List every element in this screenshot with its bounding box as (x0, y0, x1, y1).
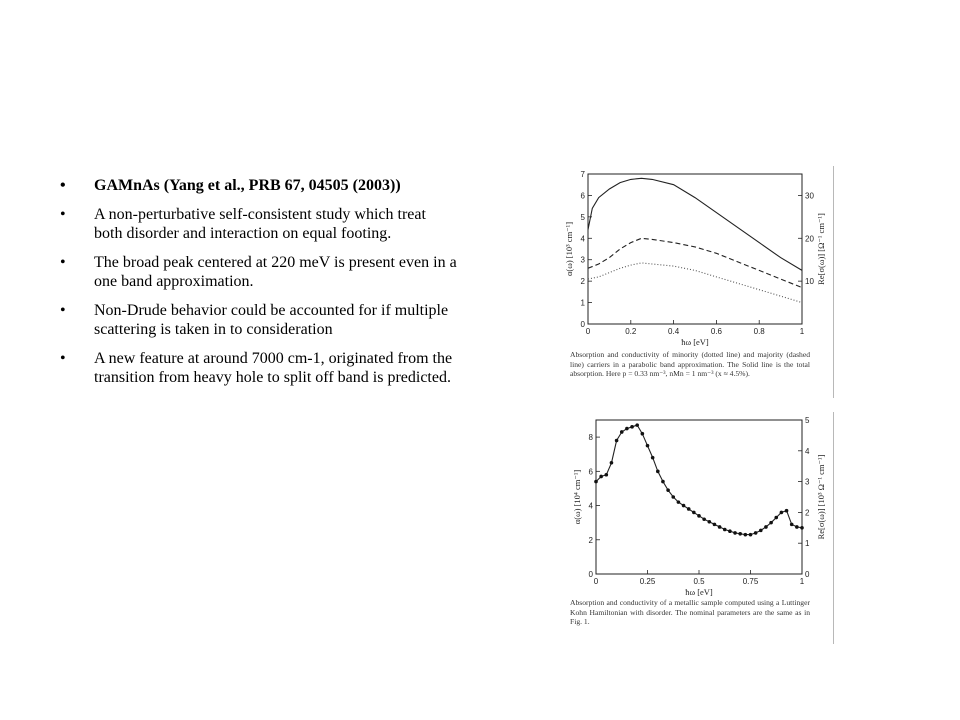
y-tick-label: 2 (588, 535, 593, 545)
data-point (769, 521, 773, 525)
y-tick-label: 3 (580, 255, 585, 265)
series-line-solid-markers (596, 425, 802, 534)
data-point (754, 531, 758, 535)
plot-frame (596, 420, 802, 574)
series-line-dotted (588, 263, 802, 303)
data-point (790, 523, 794, 527)
data-point (738, 532, 742, 536)
data-point (759, 529, 763, 533)
x-tick-label: 0.8 (753, 327, 765, 336)
figure-border (833, 166, 834, 398)
x-tick-label: 0.75 (742, 577, 759, 586)
y2-tick-label: 1 (805, 539, 810, 549)
figure-absorption-parabolic (566, 166, 834, 398)
data-point (728, 529, 732, 533)
y2-tick-label: 3 (805, 477, 810, 487)
y2-axis-label: Re[σ(ω)] [10³ Ω⁻¹ cm⁻¹] (816, 454, 826, 540)
bullet-item: • A new feature at around 7000 cm-1, originated from the transition from heavy hole to split off band is predicted. (58, 349, 458, 387)
bullet-item: • A non-perturbative self-consistent study which treat both disorder and interaction on equal footing. (58, 205, 458, 243)
x-tick-label: 0.25 (639, 577, 656, 586)
y2-tick-label: 20 (805, 234, 814, 244)
x-axis-label: ħω [eV] (681, 337, 709, 347)
plot-frame (588, 174, 802, 324)
y2-tick-label: 10 (805, 277, 814, 287)
figure-caption: Absorption and conductivity of minority (dotted line) and majority (dashed line) carriers in a parabolic band approximation. The Solid line is the total absorption. Here p = 0.33 nm⁻³, nMn = 1 nm⁻³ (x ≈ 4.5%). (570, 350, 810, 379)
data-point (661, 480, 665, 484)
data-point (651, 456, 655, 460)
x-axis-label: ħω [eV] (685, 587, 713, 597)
data-point (641, 432, 645, 436)
data-point (702, 517, 706, 521)
x-tick-label: 1 (799, 327, 805, 336)
y-tick-label: 1 (580, 298, 585, 308)
y-tick-label: 6 (588, 467, 593, 477)
y-tick-label: 0 (580, 320, 585, 329)
data-point (594, 480, 598, 484)
data-point (682, 504, 686, 508)
data-point (733, 531, 737, 535)
data-point (774, 516, 778, 520)
x-tick-label: 1 (799, 577, 805, 586)
figure-absorption-luttinger (566, 412, 834, 644)
y2-tick-label: 30 (805, 191, 814, 201)
y2-tick-label: 2 (805, 508, 810, 518)
data-point (615, 439, 619, 443)
data-point (620, 430, 624, 434)
data-point (635, 423, 639, 427)
series-line-solid (588, 178, 802, 270)
chart-absorption-parabolic (566, 166, 834, 350)
data-point (687, 507, 691, 511)
y-tick-label: 0 (588, 570, 593, 579)
data-point (795, 525, 799, 529)
x-tick-label: 0.6 (710, 327, 722, 336)
bullet-item: • The broad peak centered at 220 meV is present even in a one band approximation. (58, 253, 458, 291)
y-tick-label: 2 (580, 277, 585, 287)
y-tick-label: 5 (580, 212, 585, 222)
y2-axis-label: Re[σ(ω)] [Ω⁻¹ cm⁻¹] (816, 213, 826, 285)
y-tick-label: 7 (580, 170, 585, 179)
bullet-item: • Non-Drude behavior could be accounted for if multiple scattering is taken in to consideration (58, 301, 458, 339)
y-tick-label: 4 (588, 501, 593, 511)
data-point (764, 525, 768, 529)
data-point (630, 425, 634, 429)
bullet-item: • GAMnAs (Yang et al., PRB 67, 04505 (2003)) (58, 176, 458, 195)
y-axis-label: α(ω) [10⁴ cm⁻¹] (572, 469, 582, 525)
y-tick-label: 8 (588, 433, 593, 443)
data-point (800, 526, 804, 530)
y2-tick-label: 0 (805, 570, 810, 579)
data-point (692, 511, 696, 515)
data-point (646, 444, 650, 448)
data-point (671, 495, 675, 499)
data-point (677, 500, 681, 504)
data-point (610, 461, 614, 465)
x-tick-label: 0 (593, 577, 599, 586)
data-point (605, 473, 609, 477)
data-point (718, 525, 722, 529)
data-point (656, 470, 660, 474)
x-tick-label: 0 (585, 327, 591, 336)
chart-absorption-luttinger (566, 412, 834, 598)
data-point (785, 509, 789, 513)
data-point (697, 514, 701, 518)
y2-tick-label: 4 (805, 446, 810, 456)
x-tick-label: 0.2 (625, 327, 637, 336)
y2-tick-label: 5 (805, 416, 810, 425)
data-point (744, 533, 748, 537)
data-point (666, 488, 670, 492)
series-line-dashed (588, 238, 802, 287)
y-axis-label: α(ω) [10³ cm⁻¹] (564, 221, 574, 277)
data-point (749, 533, 753, 537)
y-tick-label: 4 (580, 234, 585, 244)
data-point (723, 528, 727, 532)
figure-caption: Absorption and conductivity of a metallic sample computed using a Luttinger Kohn Hamiltonian with disorder. The nominal parameters are the same as in Fig. 1. (570, 598, 810, 627)
data-point (599, 475, 603, 479)
figure-border (833, 412, 834, 644)
x-tick-label: 0.5 (693, 577, 705, 586)
data-point (780, 511, 784, 515)
x-tick-label: 0.4 (668, 327, 680, 336)
y-tick-label: 6 (580, 191, 585, 201)
data-point (713, 523, 717, 527)
bullet-list (58, 176, 458, 397)
data-point (708, 520, 712, 524)
data-point (625, 427, 629, 431)
